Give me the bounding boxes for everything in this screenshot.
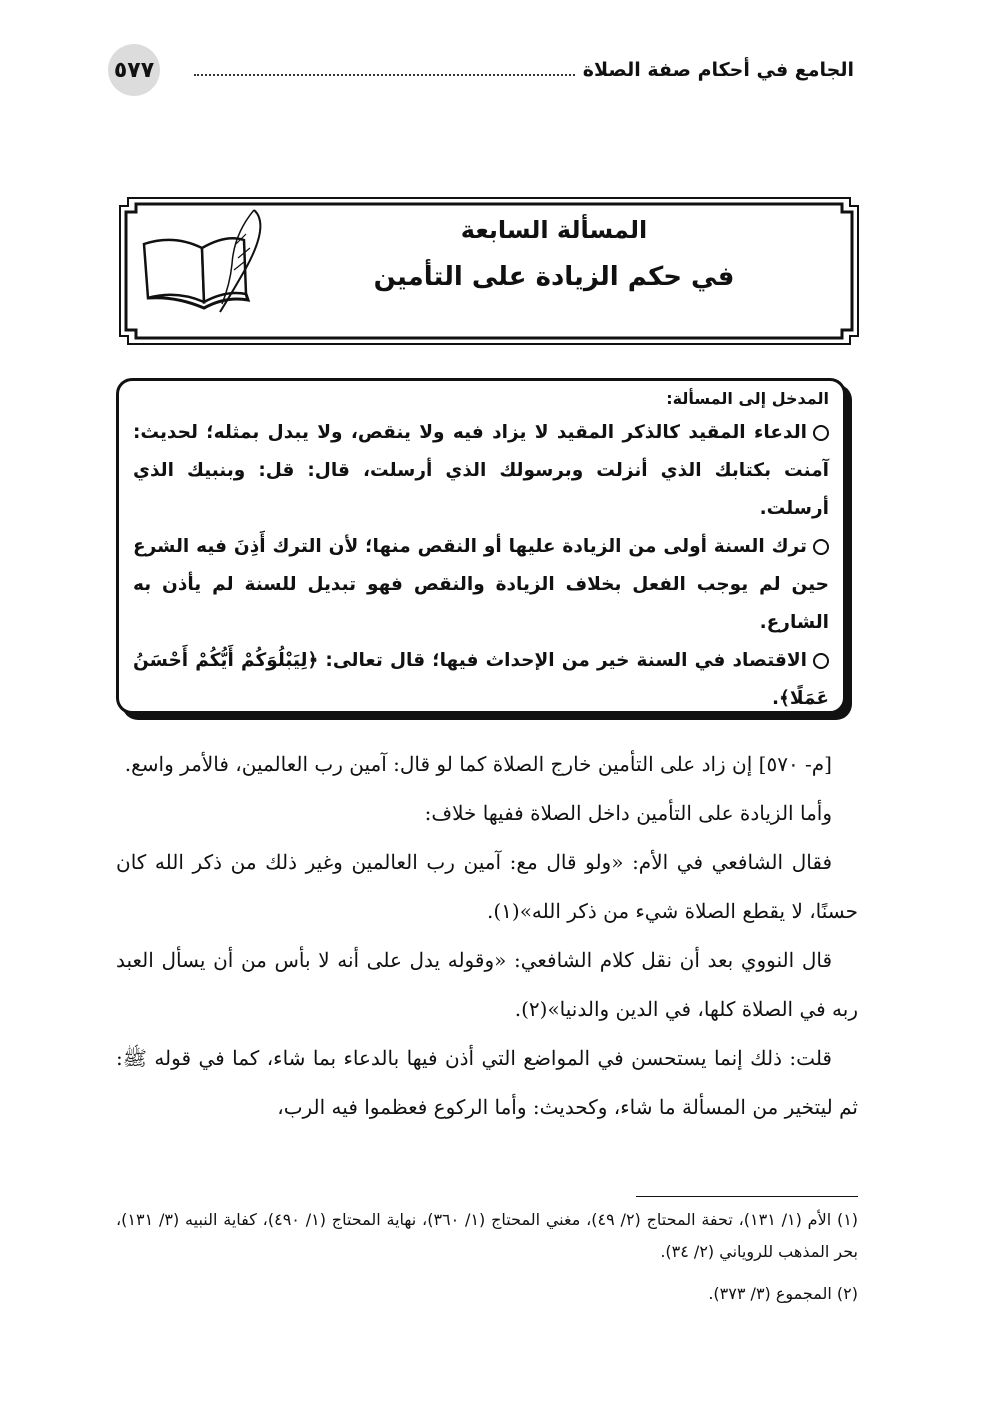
title-line-1: المسألة السابعة	[460, 216, 648, 244]
page-number: ٥٧٧	[108, 44, 160, 96]
intro-item	[133, 642, 829, 718]
intro-item-text: ترك السنة أولى من الزيادة عليها أو النقص منها؛ لأن الترك أَذِنَ فيه الشرع حين لم يوجب الفعل بخلاف الزيادة والنقص فهو تبديل للسنة لم يأذن به الشارع.	[133, 536, 829, 633]
circle-bullet-icon	[813, 653, 829, 669]
running-title	[194, 56, 854, 84]
intro-heading: المدخل إلى المسألة:	[666, 389, 829, 408]
footnotes	[116, 1204, 858, 1320]
paragraph: قال النووي بعد أن نقل كلام الشافعي: «وقوله يدل على أنه لا بأس من أن يسأل العبد ربه في الصلاة كلها، في الدين والدنيا»(٢).	[116, 948, 858, 1021]
paragraph: وأما الزيادة على التأمين داخل الصلاة ففيها خلاف:	[424, 801, 832, 825]
paragraph: [م- ٥٧٠] إن زاد على التأمين خارج الصلاة كما لو قال: آمين رب العالمين، فالأمر واسع.	[124, 752, 832, 776]
intro-box	[116, 378, 846, 714]
running-title-text: الجامع في أحكام صفة الصلاة	[582, 59, 854, 81]
title-line-2: في حكم الزيادة على التأمين	[373, 262, 735, 292]
paragraph: فقال الشافعي في الأم: «ولو قال مع: آمين رب العالمين وغير ذلك من ذكر الله كان حسنًا، لا يقطع الصلاة شيء من ذكر الله»(١).	[116, 850, 858, 923]
leader-dots	[194, 64, 575, 76]
footnote: (١) الأم (١/ ١٣١)، تحفة المحتاج (٢/ ٤٩)، مغني المحتاج (١/ ٣٦٠)، نهاية المحتاج (١/ ٤٩٠)، كفاية النبيه (٣/ ١٣١)، بحر المذهب للروياني (٢/ ٣٤).	[116, 1210, 859, 1261]
intro-item-text: الاقتصاد في السنة خير من الإحداث فيها؛ قال تعالى: ﴿لِيَبْلُوَكُمْ أَيُّكُمْ أَحْسَنُ عَمَلًا﴾.	[133, 650, 829, 709]
book-quill-icon	[134, 204, 274, 324]
chapter-title	[264, 216, 844, 292]
intro-item	[133, 528, 829, 642]
footnote-rule	[636, 1196, 858, 1197]
circle-bullet-icon	[813, 425, 829, 441]
chapter-title-frame	[114, 192, 864, 350]
intro-item	[133, 414, 829, 528]
paragraph: قلت: ذلك إنما يستحسن في المواضع التي أذن فيها بالدعاء بما شاء، كما في قوله ﷺ: ثم ليتخير من المسألة ما شاء، وكحديث: وأما الركوع فعظموا فيه الرب،	[116, 1046, 858, 1119]
body-text	[116, 740, 858, 1132]
footnote: (٢) المجموع (٣/ ٣٧٣).	[708, 1284, 858, 1303]
intro-item-text: الدعاء المقيد كالذكر المقيد لا يزاد فيه ولا ينقص، ولا يبدل بمثله؛ لحديث: آمنت بكتابك الذي أنزلت وبرسولك الذي أرسلت، قال: قل: وبنبيك الذي أرسلت.	[133, 422, 829, 519]
page-header	[108, 44, 854, 96]
circle-bullet-icon	[813, 539, 829, 555]
